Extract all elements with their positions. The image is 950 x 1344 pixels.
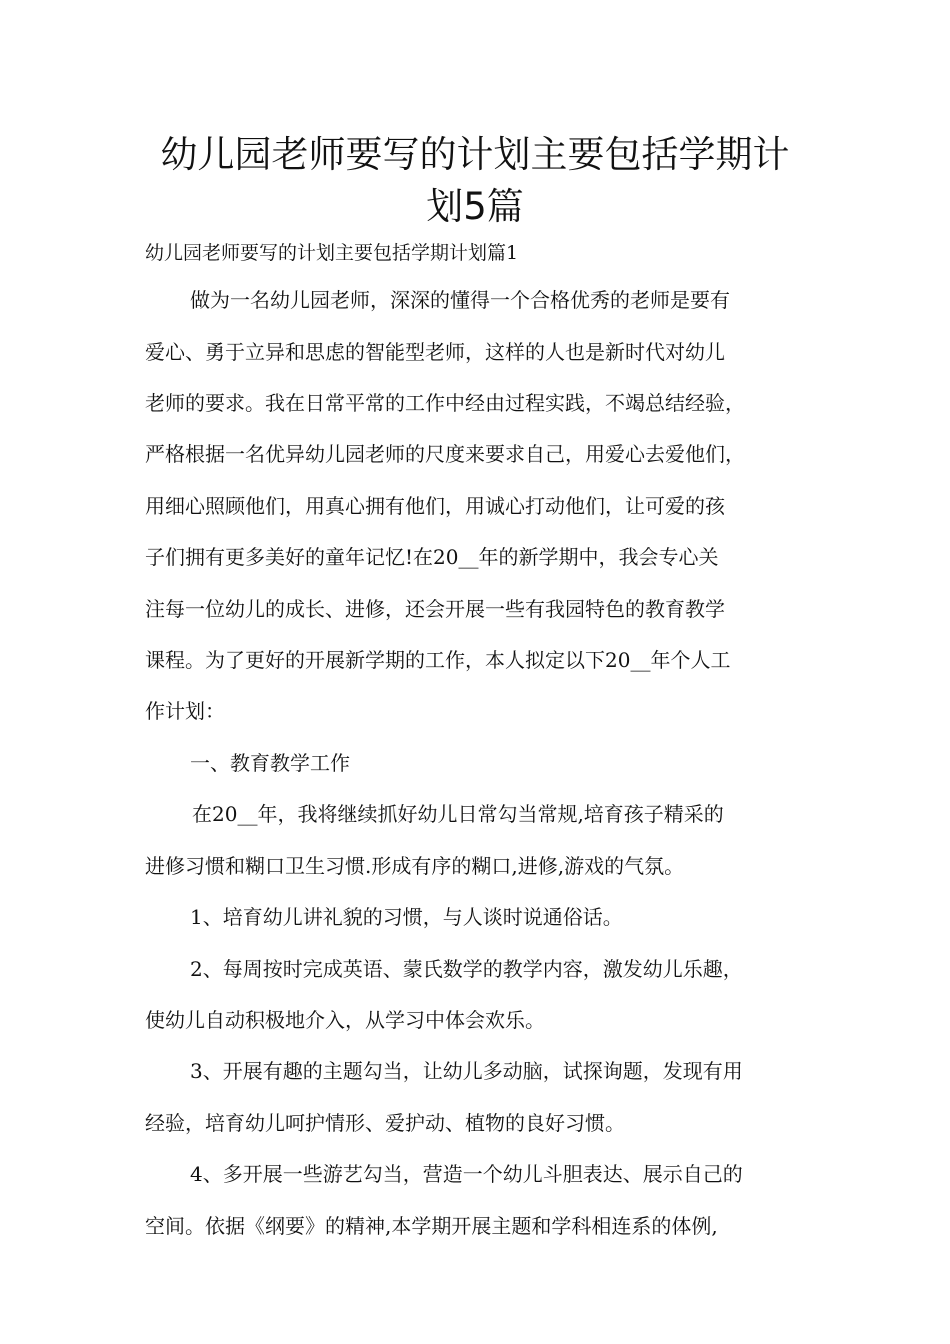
list-item: 3、开展有趣的主题勾当，让幼儿多动脑，试探询题，发现有用 xyxy=(190,1059,743,1083)
list-item: 2、每周按时完成英语、蒙氏数学的教学内容，激发幼儿乐趣， xyxy=(190,957,743,981)
paragraph-line: 进修习惯和糊口卫生习惯.形成有序的糊口,进修,游戏的气氛。 xyxy=(145,854,685,878)
section-heading: 一、教育教学工作 xyxy=(190,751,350,775)
list-item: 1、培育幼儿讲礼貌的习惯，与人谈时说通俗话。 xyxy=(190,905,623,929)
paragraph-line: 做为一名幼儿园老师，深深的懂得一个合格优秀的老师是要有 xyxy=(190,288,730,312)
paragraph-line: 课程。为了更好的开展新学期的工作，本人拟定以下20__年个人工 xyxy=(145,648,731,672)
paragraph-line: 使幼儿自动积极地介入，从学习中体会欢乐。 xyxy=(145,1008,545,1032)
paragraph-line: 经验，培育幼儿呵护情形、爱护动、植物的良好习惯。 xyxy=(145,1111,625,1135)
section-subtitle: 幼儿园老师要写的计划主要包括学期计划篇1 xyxy=(145,242,519,264)
paragraph-line: 用细心照顾他们，用真心拥有他们，用诚心打动他们，让可爱的孩 xyxy=(145,494,725,518)
paragraph-line: 在20__年，我将继续抓好幼儿日常勾当常规,培育孩子精采的 xyxy=(192,802,724,826)
document-title-line-2: 划5篇 xyxy=(426,185,524,228)
paragraph-line: 爱心、勇于立异和思虑的智能型老师，这样的人也是新时代对幼儿 xyxy=(145,340,725,364)
list-item: 4、多开展一些游艺勾当，营造一个幼儿斗胆表达、展示自己的 xyxy=(190,1162,743,1186)
paragraph-line: 注每一位幼儿的成长、进修，还会开展一些有我园特色的教育教学 xyxy=(145,597,725,621)
paragraph-line: 空间。依据《纲要》的精神,本学期开展主题和学科相连系的体例, xyxy=(145,1214,718,1238)
document-title-line-1: 幼儿园老师要写的计划主要包括学期计 xyxy=(160,133,790,176)
paragraph-line: 老师的要求。我在日常平常的工作中经由过程实践，不竭总结经验， xyxy=(145,391,745,415)
paragraph-line: 严格根据一名优异幼儿园老师的尺度来要求自己，用爱心去爱他们， xyxy=(145,442,745,466)
paragraph-line: 作计划： xyxy=(145,699,225,723)
paragraph-line: 子们拥有更多美好的童年记忆!在20__年的新学期中，我会专心关 xyxy=(145,545,719,569)
